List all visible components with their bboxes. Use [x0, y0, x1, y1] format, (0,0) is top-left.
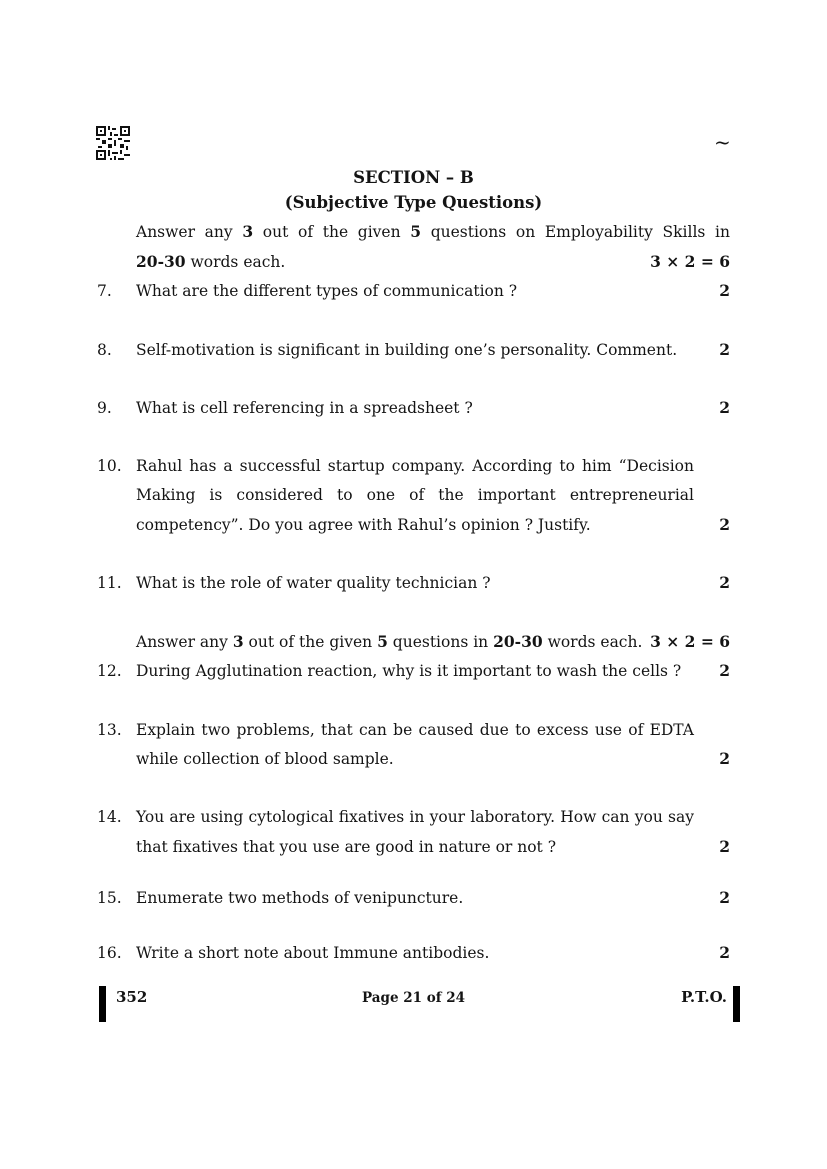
question-text: while collection of blood sample. — [136, 750, 394, 768]
question-marks: 2 — [719, 573, 730, 592]
question-marks: 2 — [719, 281, 730, 300]
pto-label: P.T.O. — [681, 988, 727, 1006]
question-number: 12. — [97, 662, 122, 680]
marks-total: 3 × 2 = 6 — [650, 252, 730, 271]
question-text: Self-motivation is significant in building one’s personality. Comment. — [136, 341, 678, 359]
question-number: 16. — [97, 944, 122, 962]
instructions-part2: Answer any 3 out of the given 5 questions in 20-30 words each. — [136, 632, 643, 651]
question-marks: 2 — [719, 749, 730, 768]
question-number: 8. — [97, 341, 112, 359]
paper-code: 352 — [116, 988, 148, 1006]
question-text: that fixatives that you use are good in nature or not ? — [136, 838, 557, 856]
question-number: 14. — [97, 808, 122, 826]
footer-bar-right — [733, 986, 740, 1022]
question-text: You are using cytological fixatives in your laboratory. How can you say — [136, 808, 694, 826]
question-marks: 2 — [719, 888, 730, 907]
question-text: Making is considered to one of the important entrepreneurial — [136, 486, 694, 504]
question-text: Explain two problems, that can be caused due to excess use of EDTA — [136, 721, 694, 739]
question-text: Rahul has a successful startup company. According to him “Decision — [136, 457, 694, 475]
question-marks: 2 — [719, 661, 730, 680]
question-text: competency”. Do you agree with Rahul’s opinion ? Justify. — [136, 516, 591, 534]
question-number: 13. — [97, 721, 122, 739]
question-text: Write a short note about Immune antibodies. — [136, 944, 490, 962]
question-marks: 2 — [719, 515, 730, 534]
question-marks: 2 — [719, 340, 730, 359]
question-text: What is cell referencing in a spreadsheet ? — [136, 399, 473, 417]
question-marks: 2 — [719, 943, 730, 962]
question-number: 10. — [97, 457, 122, 475]
question-number: 7. — [97, 282, 112, 300]
instructions-part1-line2: 20-30 words each. — [136, 252, 286, 271]
question-number: 15. — [97, 889, 122, 907]
question-number: 9. — [97, 399, 112, 417]
question-text: During Agglutination reaction, why is it important to wash the cells ? — [136, 662, 682, 680]
question-marks: 2 — [719, 837, 730, 856]
marks-total: 3 × 2 = 6 — [650, 632, 730, 651]
question-number: 11. — [97, 574, 122, 592]
question-marks: 2 — [719, 398, 730, 417]
section-subtitle: (Subjective Type Questions) — [284, 193, 543, 212]
page-number: Page 21 of 24 — [361, 990, 466, 1006]
instructions-part1: Answer any 3 out of the given 5 questions on Employability Skills in — [136, 222, 730, 241]
qr-code-icon — [96, 126, 130, 160]
corner-mark: ~ — [714, 130, 731, 154]
question-text: What are the different types of communication ? — [136, 282, 518, 300]
question-text: What is the role of water quality technician ? — [136, 574, 491, 592]
section-title: SECTION – B — [353, 168, 474, 187]
question-text: Enumerate two methods of venipuncture. — [136, 889, 464, 907]
